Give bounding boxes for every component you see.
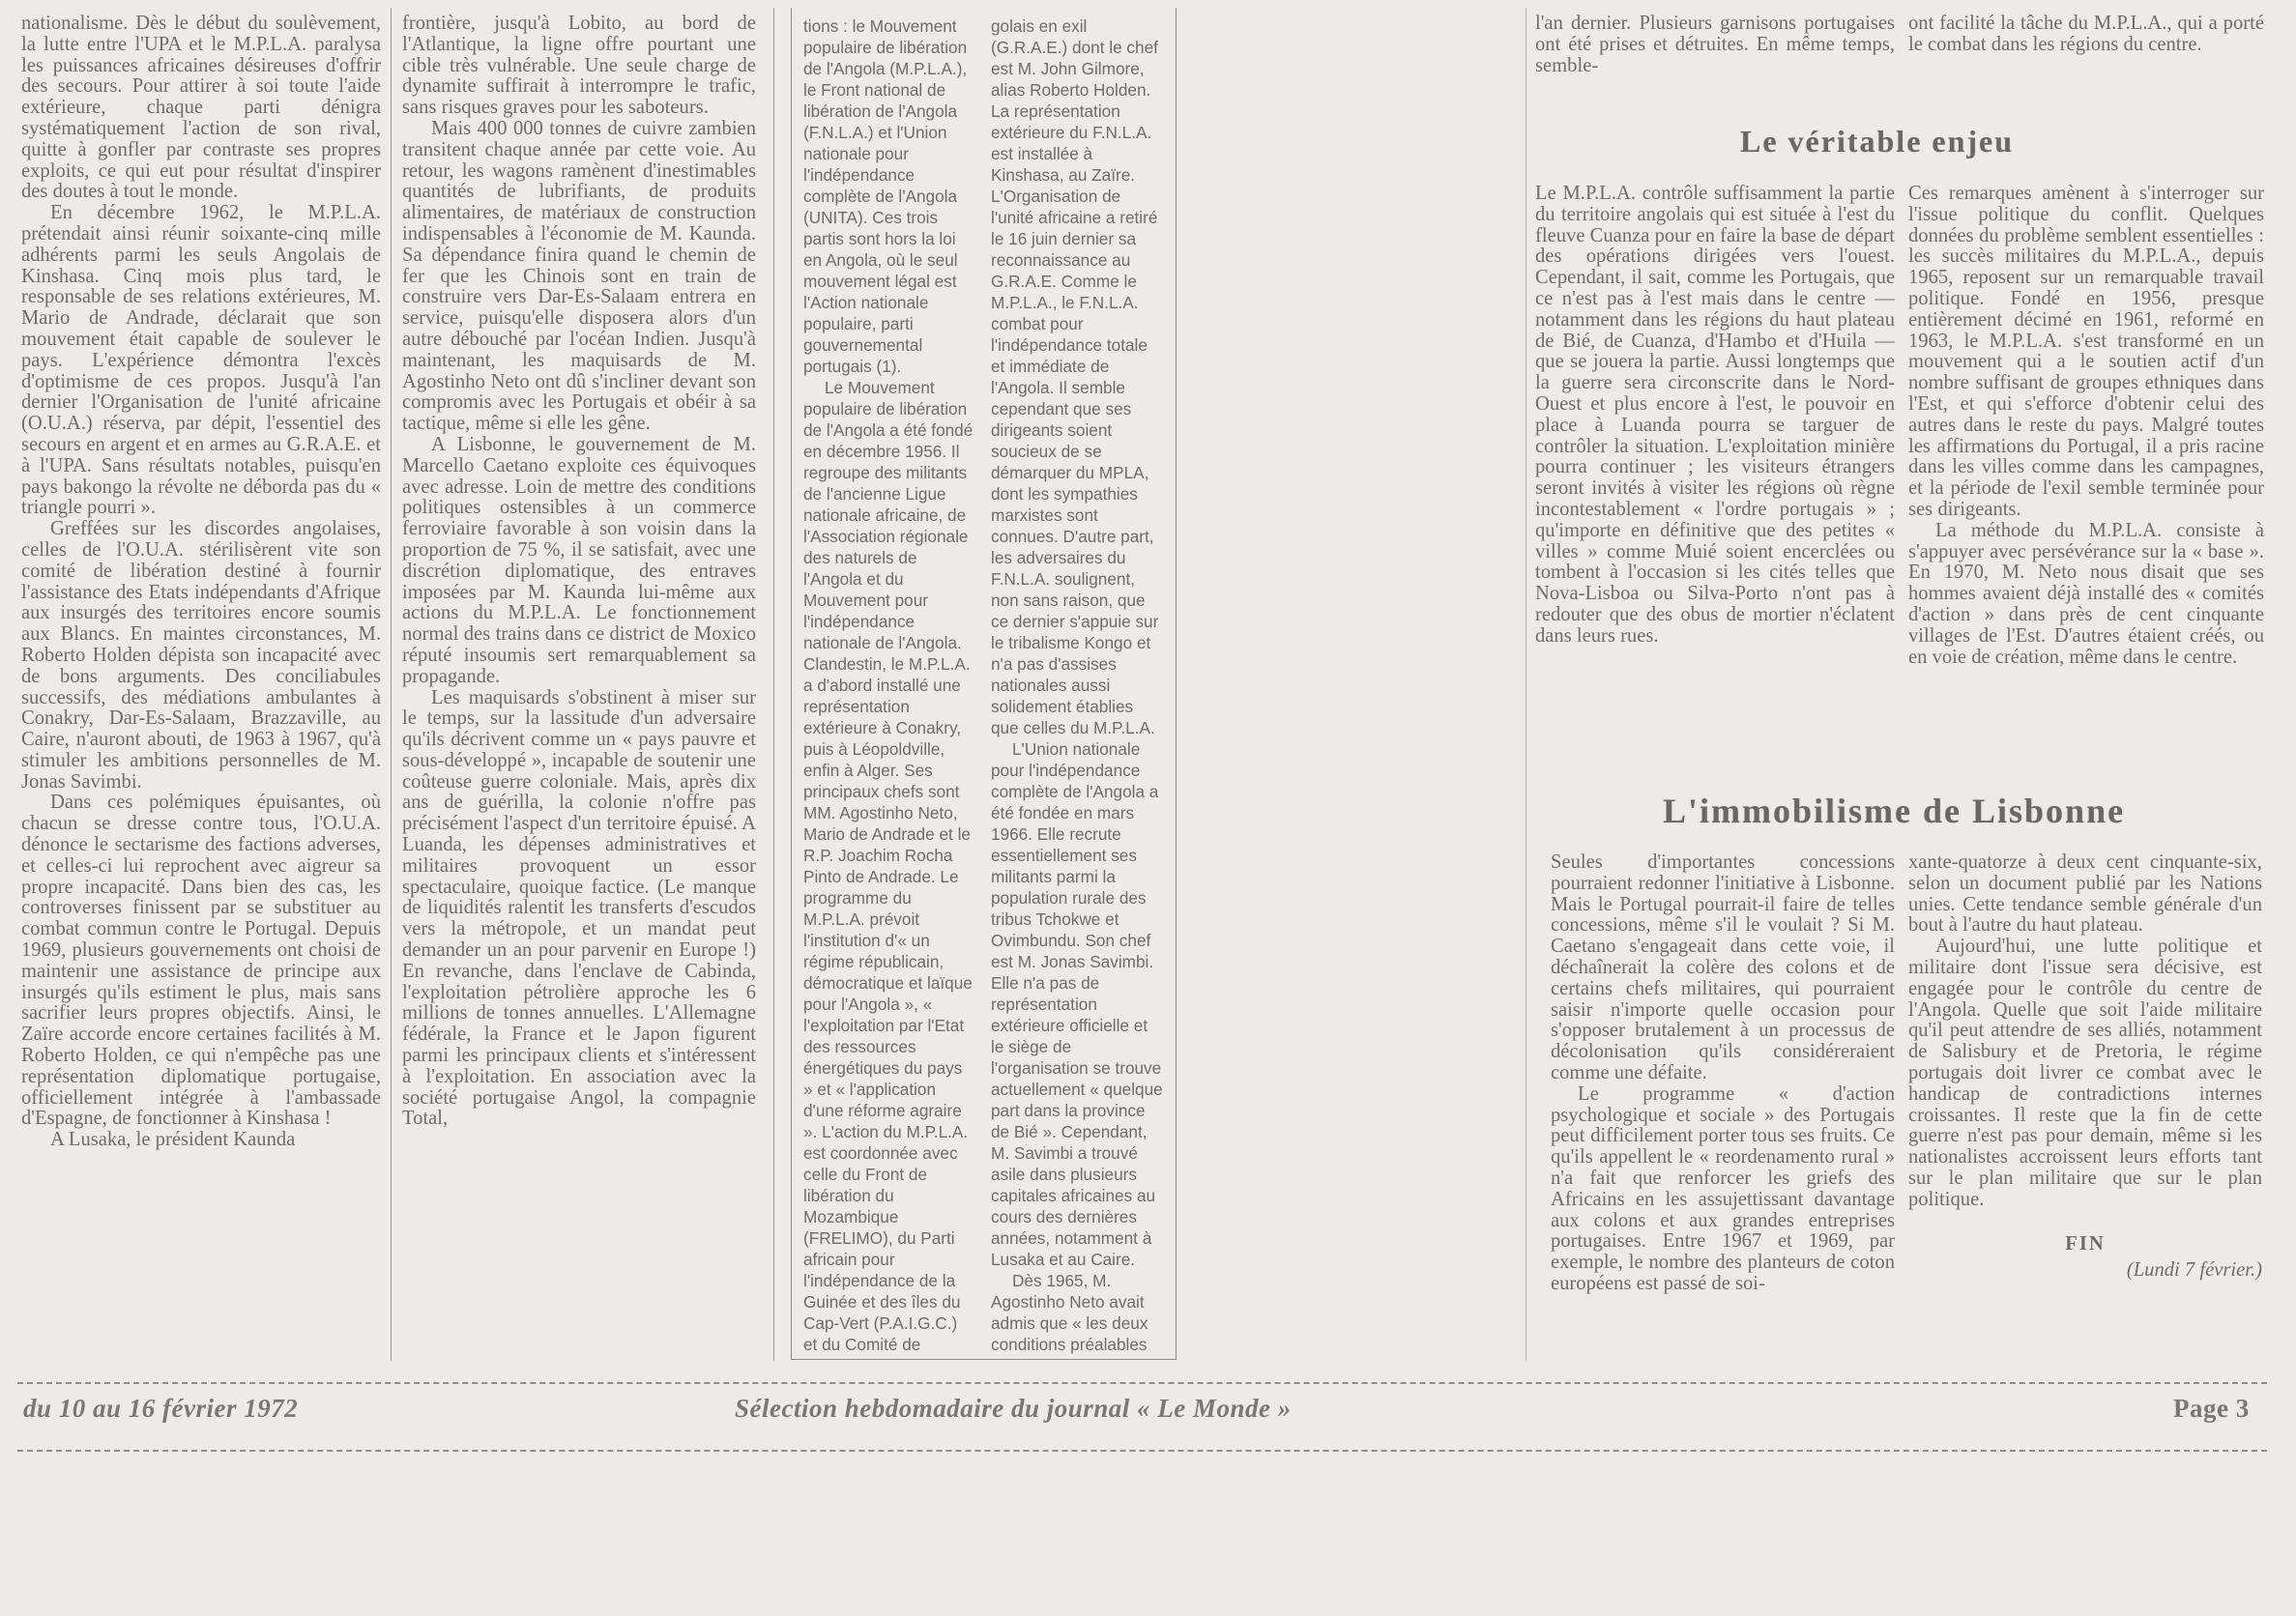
paragraph: Le M.P.L.A. contrôle suffisamment la partie du territoire angolais qui est située à l'est du fleuve Cuanza pour en faire la base de départ des opérations dirigées vers l'ouest. Cependant, il sait, comme les Portugais, que ce n'est pas à l'est mais dans le centre — notamment dans les régions du haut plateau de Bié, de Cuanza, d'Hambo et d'Huila — que se jouera la partie. Aussi longtemps que la guerre sera circonscrite dans le Nord-Ouest et plus encore à l'est, le pouvoir en place à Luanda pourra se targuer de contrôler la situation. L'exploitation minière pourra continuer ; les visiteurs étrangers seront invités à visiter les régions où règne incontestablement « l'ordre portugais » ; qu'importe en définitive que des petites « villes » comme Muié soient encerclées ou tombent à l'occasion si les cités telles que Nova-Lisboa ou Silva-Porto n'ont pas à redouter que des obus de mortier n'éclatent dans leurs rues. bbox=[1535, 184, 1895, 647]
column-divider bbox=[391, 8, 392, 1361]
paragraph: nationalisme. Dès le début du soulèvement, la lutte entre l'UPA et le M.P.L.A. paralysa les puissances africaines désireuses d'offrir des secours. Pour attirer à soi toute l'aide extérieure, chaque parti dénigra systématiquement l'action de son rival, quitte à gonfler par contraste ses propres exploits, ce qui eut pour résultat d'inspirer des doutes à tout le monde. bbox=[21, 14, 381, 203]
paragraph: Le Mouvement populaire de libération de l'Angola a été fondé en décembre 1956. Il regroupe des militants de l'ancienne Ligue nationale africaine, de l'Association régionale des naturels de l'Angola et du Mouvement pour l'indépendance nationale de l'Angola. Clandestin, le M.P.L.A. a d'abord installé une représentation extérieure à Conakry, puis à Léopoldville, enfin à Alger. Ses principaux chefs sont MM. Agostinho Neto, Mario de Andrade et le R.P. Joachim Rocha Pinto de Andrade. Le programme du M.P.L.A. prévoit l'institution d'« un régime républicain, démocratique et laïque pour l'Angola », « l'exploitation par l'Etat des ressources énergétiques du pays » et « l'application d'une réforme agraire ». L'action du M.P.L.A. est coordonnée avec celle du Front de libération du Mozambique (FRELIMO), du Parti africain pour l'indépendance de la Guinée et des îles du Cap-Vert (P.A.I.G.C.) et du Comité de bbox=[803, 378, 974, 1354]
sidebar-box bbox=[791, 8, 1177, 1360]
end-marker: FIN bbox=[2065, 1232, 2106, 1255]
paragraph: golais en exil (G.R.A.E.) dont le chef est M. John Gilmore, alias Roberto Holden. La représentation extérieure du F.N.L.A. est installée à Kinshasa, au Zaïre. L'Organisation de l'unité africaine a retiré le 16 juin dernier sa reconnaissance au G.R.A.E. Comme le M.P.L.A., le F.N.L.A. combat pour l'indépendance totale et immédiate de l'Angola. Il semble cependant que ses dirigeants soient soucieux de se démarquer du MPLA, dont les sympathies marxistes sont connues. D'autre part, les adversaires du F.N.L.A. soulignent, non sans raison, que ce dernier s'appuie sur le tribalisme Kongo et n'a pas d'assises nationales aussi solidement établies que celles du M.P.L.A. bbox=[991, 16, 1159, 737]
lisbonne-column-2 bbox=[1908, 852, 2262, 1374]
paragraph: Greffées sur les discordes angolaises, celles de l'O.U.A. stérilisèrent vite son comité de libération destiné à fournir l'assistance des Etats indépendants d'Afrique aux insurgés des territoires encore soumis aux Blancs. En maintes circonstances, M. Roberto Holden dépista son incapacité avec de bons arguments. Des conciliabules successifs, des médiations ambulantes à Conakry, Dar-Es-Salaam, Brazzaville, au Caire, n'auront abouti, de 1963 à 1967, qu'à stimuler les ambitions personnelles de M. Jonas Savimbi. bbox=[21, 518, 381, 793]
paragraph: L'Union nationale pour l'indépendance complète de l'Angola a été fondée en mars 1966. Elle recrute essentiellement ses militants parmi la population rurale des tribus Tchokwe et Ovimbundu. Son chef est M. Jonas Savimbi. Elle n'a pas de représentation extérieure officielle et le siège de l'organisation se trouve actuellement « quelque part dans la province de Bié ». Cependant, M. Savimbi a trouvé asile dans plusieurs capitales africaines au cours des dernières années, notamment à Lusaka et au Caire. bbox=[991, 739, 1163, 1269]
paragraph: A Lusaka, le président Kaunda bbox=[50, 1129, 296, 1151]
paragraph: La méthode du M.P.L.A. consiste à s'appuyer avec persévérance sur la « base ». En 1970, M. Neto nous disait que ses hommes avaient déjà installé des « comités d'action » dans près de cent cinquante villages de l'Est. D'autres étaient créés, ou en voie de création, même dans le centre. bbox=[1908, 519, 2264, 668]
footer-page-number: Page 3 bbox=[2173, 1394, 2250, 1423]
paragraph: Les maquisards s'obstinent à miser sur le temps, sur la lassitude d'un adversaire qu'ils décrivent comme un « pays pauvre et sous-développé », incapable de soutenir une coûteuse guerre coloniale. Mais, après dix ans de guérilla, la colonie n'offre pas précisément l'aspect d'un territoire épuisé. A Luanda, les dépenses administratives et militaires provoquent un essor spectaculaire, quoique factice. (Le manque de liquidités ralentit les transferts d'escudos vers la métropole, et un mandat peut demander un an pour parvenir en Europe !) En revanche, dans l'enclave de Cabinda, l'exploitation pétrolière approche les 6 millions de tonnes annuelles. L'Allemagne fédérale, la France et le Japon figurent parmi les principaux clients et s'intéressent à l'exploitation. En association avec la société portugaise Angol, la compagnie Total, bbox=[402, 686, 756, 1130]
article-column-1 bbox=[21, 14, 381, 1371]
dateline: (Lundi 7 février.) bbox=[2126, 1259, 2262, 1282]
article-continuation-right bbox=[1908, 14, 2264, 81]
lisbonne-column-1 bbox=[1551, 852, 1895, 1374]
paragraph: ont facilité la tâche du M.P.L.A., qui a porté le combat dans les régions du centre. bbox=[1908, 14, 2264, 55]
paragraph: Mais 400 000 tonnes de cuivre zambien transitent chaque année par cette voie. Au retour, les wagons ramènent d'inestimables quantités de lubrifiants, de produits alimentaires, de matériaux de construction indispensables à l'économie de M. Kaunda. Sa dépendance finira quand le chemin de fer que les Chinois sont en train de construire vers Dar-Es-Salaam entrera en service, puisqu'elle disposera alors d'un autre débouché par l'océan Indien. Jusqu'à maintenant, les maquisards de M. Agostinho Neto ont dû s'incliner devant son compromis avec les Portugais et obéir à sa tactique, même si elle les gêne. bbox=[402, 117, 756, 435]
paragraph: l'an dernier. Plusieurs garnisons portugaises ont été prises et détruites. En même temps, semble- bbox=[1535, 14, 1895, 76]
paragraph: Aujourd'hui, une lutte politique et militaire dont l'issue sera décisive, est engagée pour le contrôle du centre de l'Angola. Quelle que soit l'aide militaire qu'il peut attendre de ses alliés, notamment de Salisbury et de Pretoria, le régime portugais doit livrer ce combat avec le handicap de contradictions internes croissantes. Il reste que la fin de cette guerre n'est pas pour demain, même si les nationalistes accroissent leurs efforts tant sur le plan militaire que sur le plan politique. bbox=[1908, 936, 2262, 1210]
enjeu-column-2 bbox=[1908, 184, 2264, 764]
paragraph: Seules d'importantes concessions pourraient redonner l'initiative à Lisbonne. Mais le Portugal pourrait-il faire de telles concessions, même s'il le voulait ? Si M. Caetano s'engageait dans cette voie, il déchaînerait la colère des colons et de certains chefs militaires, qui pourraient saisir n'importe quelle occasion pour s'opposer brutalement à un processus de décolonisation qu'ils considéreraient comme une défaite. bbox=[1551, 852, 1895, 1083]
paragraph: tions : le Mouvement populaire de libération de l'Angola (M.P.L.A.), le Front national de libération de l'Angola (F.N.L.A.) et l'Union nationale pour l'indépendance complète de l'Angola (UNITA). Ces trois partis sont hors la loi en Angola, où le seul mouvement légal est l'Action nationale populaire, parti gouvernemental portugais (1). bbox=[803, 16, 968, 376]
paragraph: Dans ces polémiques épuisantes, où chacun se dresse contre tous, l'O.U.A. dénonce le sectarisme des factions adverses, et celles-ci lui reprochent avec aigreur sa propre incapacité. Dans bien des cas, les controverses finissent par se substituer au combat commun contre le Portugal. Depuis 1969, plusieurs gouvernements ont choisi de maintenir une assistance de principe aux insurgés qu'ils estiment le plus, mais sans sacrifier leurs propres objectifs. Ainsi, le Zaïre accorde encore certaines facilités à M. Roberto Holden, ce qui n'empêche pas une représentation diplomatique portugaise, officiellement intégrée à l'ambassade d'Espagne, de fonctionner à Kinshasa ! bbox=[21, 792, 381, 1130]
paragraph: frontière, jusqu'à Lobito, au bord de l'Atlantique, la ligne offre pourtant une cible très vulnérable. Une seule charge de dynamite suffirait à interrompre le trafic, sans risques graves pour les saboteurs. bbox=[402, 14, 756, 119]
article-continuation-left bbox=[1535, 14, 1895, 81]
article-column-2 bbox=[402, 14, 756, 1371]
section-headline: Le véritable enjeu bbox=[1740, 124, 2015, 159]
enjeu-column-1 bbox=[1535, 184, 1895, 764]
paragraph: En décembre 1962, le M.P.L.A. prétendait ainsi réunir soixante-cinq mille adhérents parmi les seuls Angolais de Kinshasa. Cinq mois plus tard, le responsable de ses relations extérieures, M. Mario de Andrade, déclarait que son mouvement était capable de soulever le pays. L'expérience démontra l'excès d'optimisme de ces propos. Jusqu'à l'an dernier l'Organisation de l'unité africaine (O.U.A.) réserva, par dépit, l'essentiel des secours en argent et en armes au G.R.A.E. et à l'UPA. Sans résultats notables, puisqu'en pays bakongo la révolte ne déborda pas du « triangle pourri ». bbox=[21, 202, 381, 519]
sidebar-column-1 bbox=[803, 15, 975, 1357]
column-divider bbox=[773, 8, 774, 1361]
footer-rule-bottom bbox=[17, 1450, 2267, 1452]
footer-date: du 10 au 16 février 1972 bbox=[23, 1394, 299, 1423]
paragraph: Le programme « d'action psychologique et sociale » des Portugais peut difficilement porter tous ses fruits. Ce qu'ils appellent le « reordenamento rural » n'a fait que renforcer les griefs des Africains en les assujettissant davantage aux colons et aux grandes entreprises portugaises. Entre 1967 et 1969, par exemple, le nombre des planteurs de coton européens est passé de soi- bbox=[1551, 1082, 1895, 1294]
paragraph: Ces remarques amènent à s'interroger sur l'issue politique du conflit. Quelques données du problème semblent essentielles : les succès militaires du M.P.L.A., depuis 1965, reposent sur un remarquable travail politique. Fondé en 1956, presque entièrement décimé en 1961, reformé en 1963, le M.P.L.A. s'est transformé en un mouvement qui a le soutien actif d'un nombre suffisant de groupes ethniques dans l'Est, et qui s'efforce d'obtenir celui des autres dans le reste du pays. Malgré toutes les affirmations du Portugal, il a pris racine dans les villes comme dans les campagnes, et la période de l'exil semble terminée pour ses dirigeants. bbox=[1908, 184, 2264, 520]
paragraph: xante-quatorze à deux cent cinquante-six, selon un document publié par les Nations unies. Cette tendance semble générale d'un bout à l'autre du haut plateau. bbox=[1908, 852, 2262, 937]
sidebar-column-2 bbox=[991, 15, 1163, 1357]
footer-rule-top bbox=[17, 1382, 2267, 1384]
section-headline: L'immobilisme de Lisbonne bbox=[1663, 792, 2126, 830]
paragraph: A Lisbonne, le gouvernement de M. Marcello Caetano exploite ces équivoques avec adresse. Loin de mettre des conditions politiques ostensibles à un commerce ferroviaire favorable à son voisin dans la proportion de 75 %, il se satisfait, avec une discrétion diplomatique, des entraves imposées par M. Kaunda lui-même aux actions du M.P.L.A. Le fonctionnement normal des trains dans ce district de Moxico réputé insoumis sert remarquablement sa propagande. bbox=[402, 433, 756, 687]
footer-publication: Sélection hebdomadaire du journal « Le Monde » bbox=[735, 1394, 1292, 1423]
paragraph: Dès 1965, M. Agostinho Neto avait admis que « les deux conditions préalables bbox=[991, 1271, 1148, 1354]
